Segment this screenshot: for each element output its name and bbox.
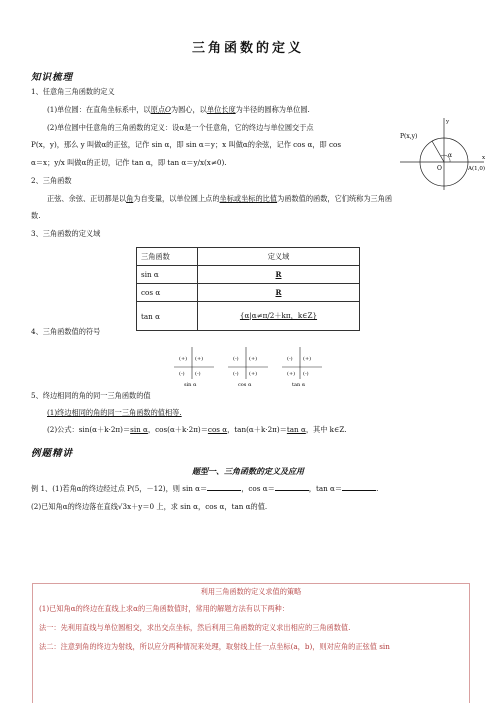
cos-q4: (+) bbox=[249, 371, 258, 377]
table-cell-domain: {α|α≠π/2＋kπ，k∈Z} bbox=[198, 302, 360, 331]
answer-blank-tan[interactable] bbox=[342, 483, 379, 493]
s5-p1-text: (1)终边相同的角的同一三角函数的值相等. bbox=[47, 408, 182, 417]
answer-blank-cos[interactable] bbox=[275, 483, 309, 491]
section-heading-knowledge: 知识梳理 bbox=[31, 72, 74, 83]
tan-q2: (-) bbox=[287, 356, 293, 362]
page-title: 三角函数的定义 bbox=[191, 41, 304, 56]
domain-table bbox=[136, 247, 360, 331]
table-cell-domain: R bbox=[198, 266, 360, 284]
s5-para2 bbox=[47, 425, 347, 435]
cos-label: cos α bbox=[238, 382, 252, 387]
s1-para2: (2)单位圆中任意角的三角函数的定义：设α是一个任意角，它的终边与单位圆交于点 bbox=[47, 123, 314, 132]
sin-label: sin α bbox=[184, 382, 197, 387]
s1-p1-post: 为半径的圆称为单位圆. bbox=[235, 105, 310, 114]
s5-p2-cos: cos α bbox=[207, 425, 228, 434]
table-row bbox=[137, 302, 360, 331]
q1-end: . bbox=[376, 484, 379, 493]
s1-para3: P(x，y)，那么 y 叫做α的正弦，记作 sin α，即 sin α＝y；x 叫做α的余弦，记作 cos α，即 cos bbox=[31, 140, 342, 149]
section-heading-examples: 例题精讲 bbox=[31, 448, 74, 459]
table-header-cell: 三角函数 bbox=[137, 248, 198, 266]
example-subtitle: 题型一、三角函数的定义及应用 bbox=[192, 466, 304, 476]
cos-q3: (-) bbox=[233, 371, 239, 377]
sign-diagram-tan bbox=[282, 347, 322, 387]
strategy-line-1: (1)已知角α的终边在直线上求α的三角函数值时，常用的解题方法有以下两种： bbox=[39, 604, 289, 613]
table-header-row bbox=[137, 248, 360, 266]
s3-heading: 3、三角函数的定义域 bbox=[31, 229, 101, 238]
s5-p2-tan: tan α bbox=[286, 425, 306, 434]
s1-para1 bbox=[47, 105, 310, 115]
example-q2: (2)已知角α的终边落在直线√3x＋y＝0 上，求 sin α，cos α，tan α的值. bbox=[31, 502, 268, 511]
table-header-cell: 定义域 bbox=[198, 248, 360, 266]
s5-p2-post: ，其中 k∈Z. bbox=[305, 425, 347, 434]
tan-q3: (+) bbox=[287, 371, 296, 377]
cos-q2: (-) bbox=[233, 356, 239, 362]
q1-cos: ，cos α＝ bbox=[241, 484, 275, 493]
s1-p1-O: O bbox=[165, 105, 171, 114]
tan-q1: (+) bbox=[303, 356, 312, 362]
strategy-title: 利用三角函数的定义求值的策略 bbox=[200, 587, 302, 596]
sin-q1: (+) bbox=[195, 356, 204, 362]
s1-p1-origin: 原点 bbox=[150, 105, 166, 114]
tan-q4: (-) bbox=[303, 371, 309, 377]
table-cell-domain: R bbox=[198, 284, 360, 302]
label-alpha: α bbox=[448, 152, 453, 159]
s1-heading: 1、任意角三角函数的定义 bbox=[31, 87, 115, 96]
s5-p2-pre: (2)公式：sin(α＋k·2π)＝ bbox=[47, 425, 131, 434]
label-P: P(x,y) bbox=[400, 133, 418, 140]
strategy-line-2: 法一：先利用直线与单位圆相交，求出交点坐标，然后利用三角函数的定义求出相应的三角函数值. bbox=[39, 623, 351, 632]
sign-diagrams bbox=[170, 343, 330, 387]
s2-para2: 数. bbox=[31, 211, 41, 220]
s5-p2-mid1: ，cos(α＋k·2π)＝ bbox=[147, 425, 208, 434]
table-cell-func: cos α bbox=[137, 284, 198, 302]
label-A: A(1,0) bbox=[468, 166, 486, 172]
label-O: O bbox=[437, 165, 442, 172]
q1-pre: 例 1、(1)若角α的终边经过点 P(5，－12)，则 sin α＝ bbox=[31, 484, 208, 493]
q1-tan: ，tan α＝ bbox=[308, 484, 343, 493]
label-y: y bbox=[446, 119, 450, 125]
table-row bbox=[137, 284, 360, 302]
s2-para1 bbox=[47, 194, 392, 204]
s1-p1-pre: (1)单位圆：在直角坐标系中，以 bbox=[47, 105, 151, 114]
unit-circle-figure bbox=[398, 116, 488, 192]
table-cell-func: tan α bbox=[137, 302, 198, 331]
s5-p2-sin: sin α bbox=[130, 425, 148, 434]
s5-heading: 5、终边相同的角的同一三角函数的值 bbox=[31, 391, 151, 400]
label-x: x bbox=[482, 155, 486, 161]
s1-p1-unit: 单位长度 bbox=[206, 105, 236, 114]
terminal-side bbox=[432, 141, 444, 162]
s1-para4: α＝x；y/x 叫做α的正切，记作 tan α，即 tan α＝y/x(x≠0). bbox=[31, 158, 227, 167]
tan-label: tan α bbox=[292, 382, 306, 387]
s2-p1-post: 为函数值的函数，它们统称为三角函 bbox=[277, 194, 393, 203]
sin-q2: (+) bbox=[179, 356, 188, 362]
sign-diagram-cos bbox=[228, 347, 268, 387]
s2-heading: 2、三角函数 bbox=[31, 176, 72, 185]
s2-p1-angle: 角 bbox=[126, 194, 134, 203]
sin-q4: (-) bbox=[195, 371, 201, 377]
s2-p1-pre: 正弦、余弦、正切都是以 bbox=[47, 194, 127, 203]
table-row bbox=[137, 266, 360, 284]
s2-p1-coord: 坐标或坐标的比值 bbox=[219, 194, 278, 203]
s1-p1-mid: 为圆心，以 bbox=[170, 105, 207, 114]
s5-p2-mid2: ，tan(α＋k·2π)＝ bbox=[227, 425, 287, 434]
example-q1 bbox=[31, 483, 378, 494]
sign-diagram-sin bbox=[174, 347, 214, 387]
answer-blank-sin[interactable] bbox=[207, 483, 241, 491]
sin-q3: (-) bbox=[179, 371, 185, 377]
strategy-box bbox=[32, 583, 470, 703]
s5-para1 bbox=[47, 408, 182, 418]
strategy-line-3: 法二：注意到角的终边为射线，所以应分两种情况来处理，取射线上任一点坐标(a，b)，则对应角的正弦值 sin bbox=[39, 642, 390, 651]
table-cell-func: sin α bbox=[137, 266, 198, 284]
cos-q1: (+) bbox=[249, 356, 258, 362]
s4-heading: 4、三角函数值的符号 bbox=[31, 327, 101, 336]
s2-p1-mid: 为自变量，以单位圆上点的 bbox=[133, 194, 220, 203]
